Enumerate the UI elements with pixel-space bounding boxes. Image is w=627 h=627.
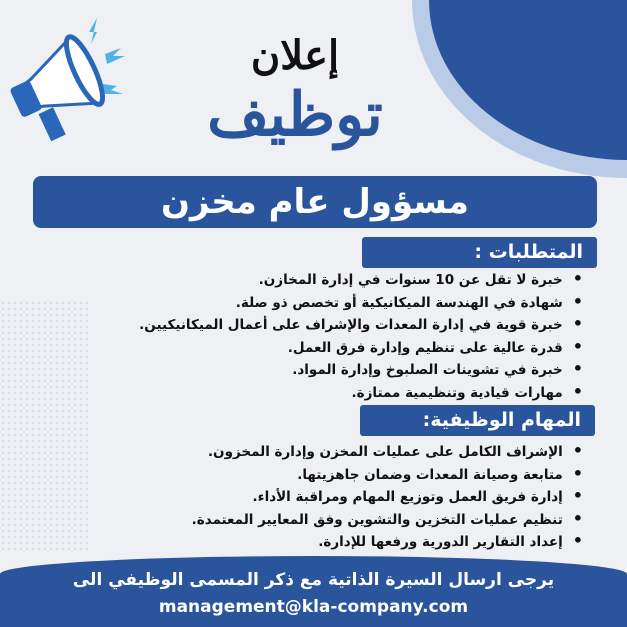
requirements-list xyxy=(139,268,583,403)
list-item: • إدارة فريق العمل وتوزيع المهام ومراقبة الأداء. xyxy=(192,485,583,508)
list-item: • شهادة في الهندسة الميكانيكية أو تخصص ذو صلة. xyxy=(139,291,583,314)
corner-decoration xyxy=(429,0,627,160)
list-item: • متابعة وصيانة المعدات وضمان جاهزيتها. xyxy=(192,463,583,486)
job-title: مسؤول عام مخزن xyxy=(33,176,597,228)
hiring-heading: توظيف xyxy=(207,80,383,150)
requirements-heading: المتطلبات : xyxy=(362,237,597,268)
announcement-heading: إعلان xyxy=(250,32,340,79)
footer-instruction: يرجى ارسال السيرة الذاتية مع ذكر المسمى الوظيفي الى xyxy=(72,570,555,590)
megaphone-icon xyxy=(5,12,145,142)
lightning-icon xyxy=(89,18,97,44)
list-item: • قدرة عالية على تنظيم وإدارة فرق العمل. xyxy=(139,336,583,359)
contact-email[interactable]: management@kla-company.com xyxy=(158,597,469,617)
list-item: • خبرة قوية في إدارة المعدات والإشراف على أعمال الميكانيكيين. xyxy=(139,313,583,336)
list-item: • خبرة في تشوينات الصلبوخ وإدارة المواد. xyxy=(139,358,583,381)
list-item: • مهارات قيادية وتنظيمية ممتازة. xyxy=(139,381,583,404)
list-item: • الإشراف الكامل على عمليات المخزن وإدارة المخزون. xyxy=(192,440,583,463)
tasks-list xyxy=(192,440,583,553)
list-item: • إعداد التقارير الدورية ورفعها للإدارة. xyxy=(192,530,583,553)
lightning-icon xyxy=(103,84,123,94)
lightning-icon xyxy=(105,48,125,64)
tasks-heading: المهام الوظيفية: xyxy=(360,405,595,436)
list-item: • تنظيم عمليات التخزين والتشوين وفق المعايير المعتمدة. xyxy=(192,508,583,531)
list-item: • خبرة لا تقل عن 10 سنوات في إدارة المخازن. xyxy=(139,268,583,291)
dot-pattern xyxy=(0,300,90,550)
